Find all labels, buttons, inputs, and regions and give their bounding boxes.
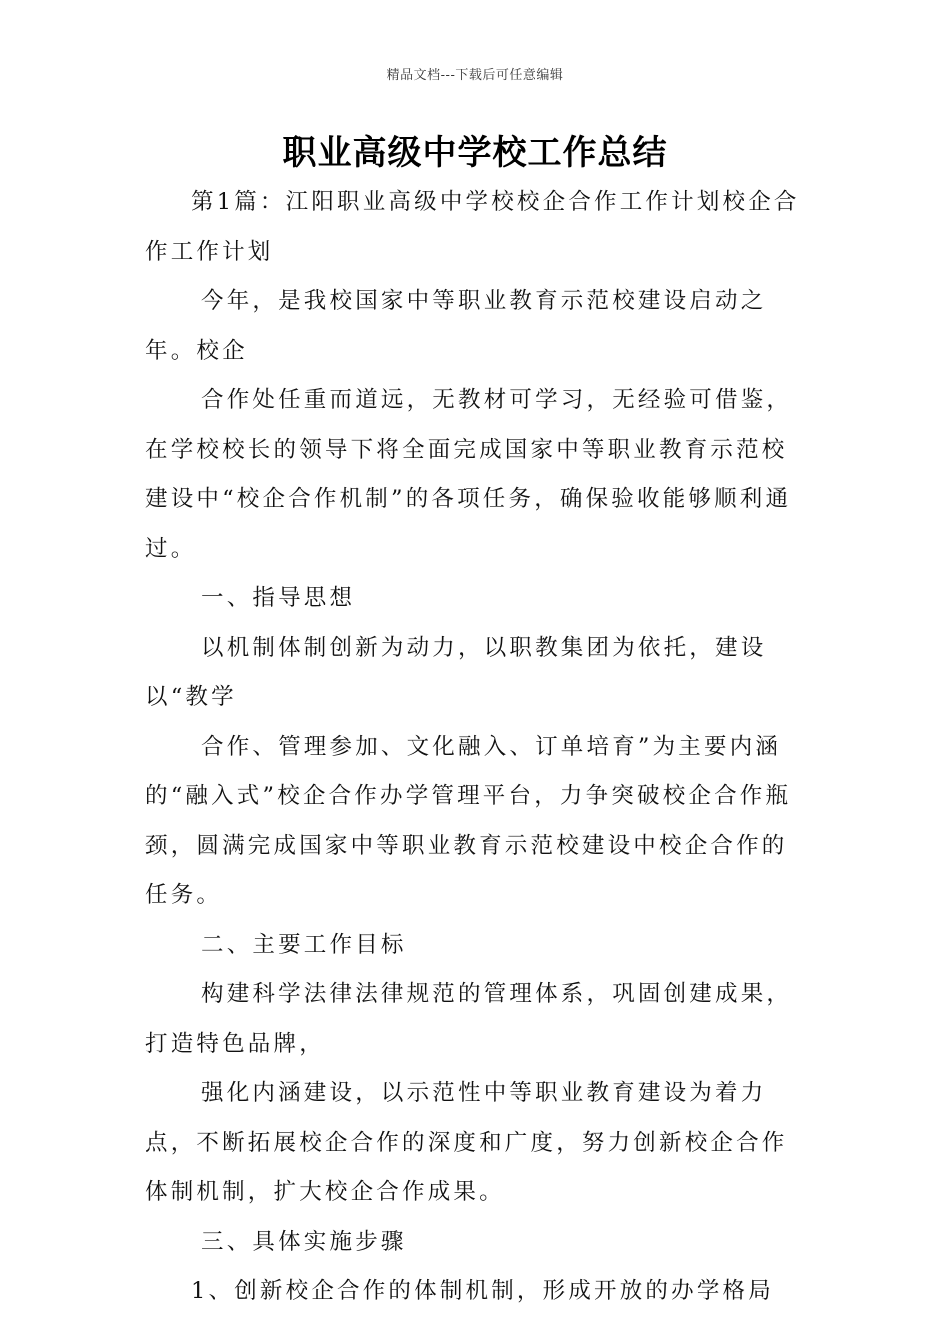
paragraph-section-title: 第1篇：江阳职业高级中学校校企合作工作计划校企合作工作计划 — [145, 189, 800, 265]
paragraph-step-1: 1、创新校企合作的体制机制，形成开放的办学格局 — [191, 1278, 774, 1304]
header-note: 精品文档---下载后可任意编辑 — [386, 68, 564, 83]
heading-implementation-steps: 三、具体实施步骤 — [201, 1228, 407, 1255]
paragraph: 合作、管理参加、文化融入、订单培育”为主要内涵的“融入式”校企合作办学管理平台，力争突破校企合作瓶颈，圆满完成国家中等职业教育示范校建设中校企合作的任务。 — [145, 733, 792, 908]
heading-guiding-ideology: 一、指导思想 — [201, 585, 356, 611]
paragraph: 今年，是我校国家中等职业教育示范校建设启动之年。校企 — [145, 288, 767, 364]
document-body — [145, 178, 807, 1317]
document-title: 职业高级中学校工作总结 — [282, 133, 668, 173]
paragraph: 构建科学法律法律规范的管理体系，巩固创建成果，打造特色品牌， — [145, 981, 793, 1057]
paragraph: 以机制体制创新为动力，以职教集团为依托，建设以“教学 — [145, 634, 767, 710]
paragraph: 合作处任重而道远，无教材可学习，无经验可借鉴，在学校校长的领导下将全面完成国家中等职业教育示范校建设中“校企合作机制”的各项任务，确保验收能够顺利通过。 — [145, 387, 793, 562]
paragraph: 强化内涵建设，以示范性中等职业教育建设为着力点，不断拓展校企合作的深度和广度，努力创新校企合作体制机制，扩大校企合作成果。 — [145, 1080, 788, 1205]
heading-main-goals: 二、主要工作目标 — [201, 931, 407, 958]
